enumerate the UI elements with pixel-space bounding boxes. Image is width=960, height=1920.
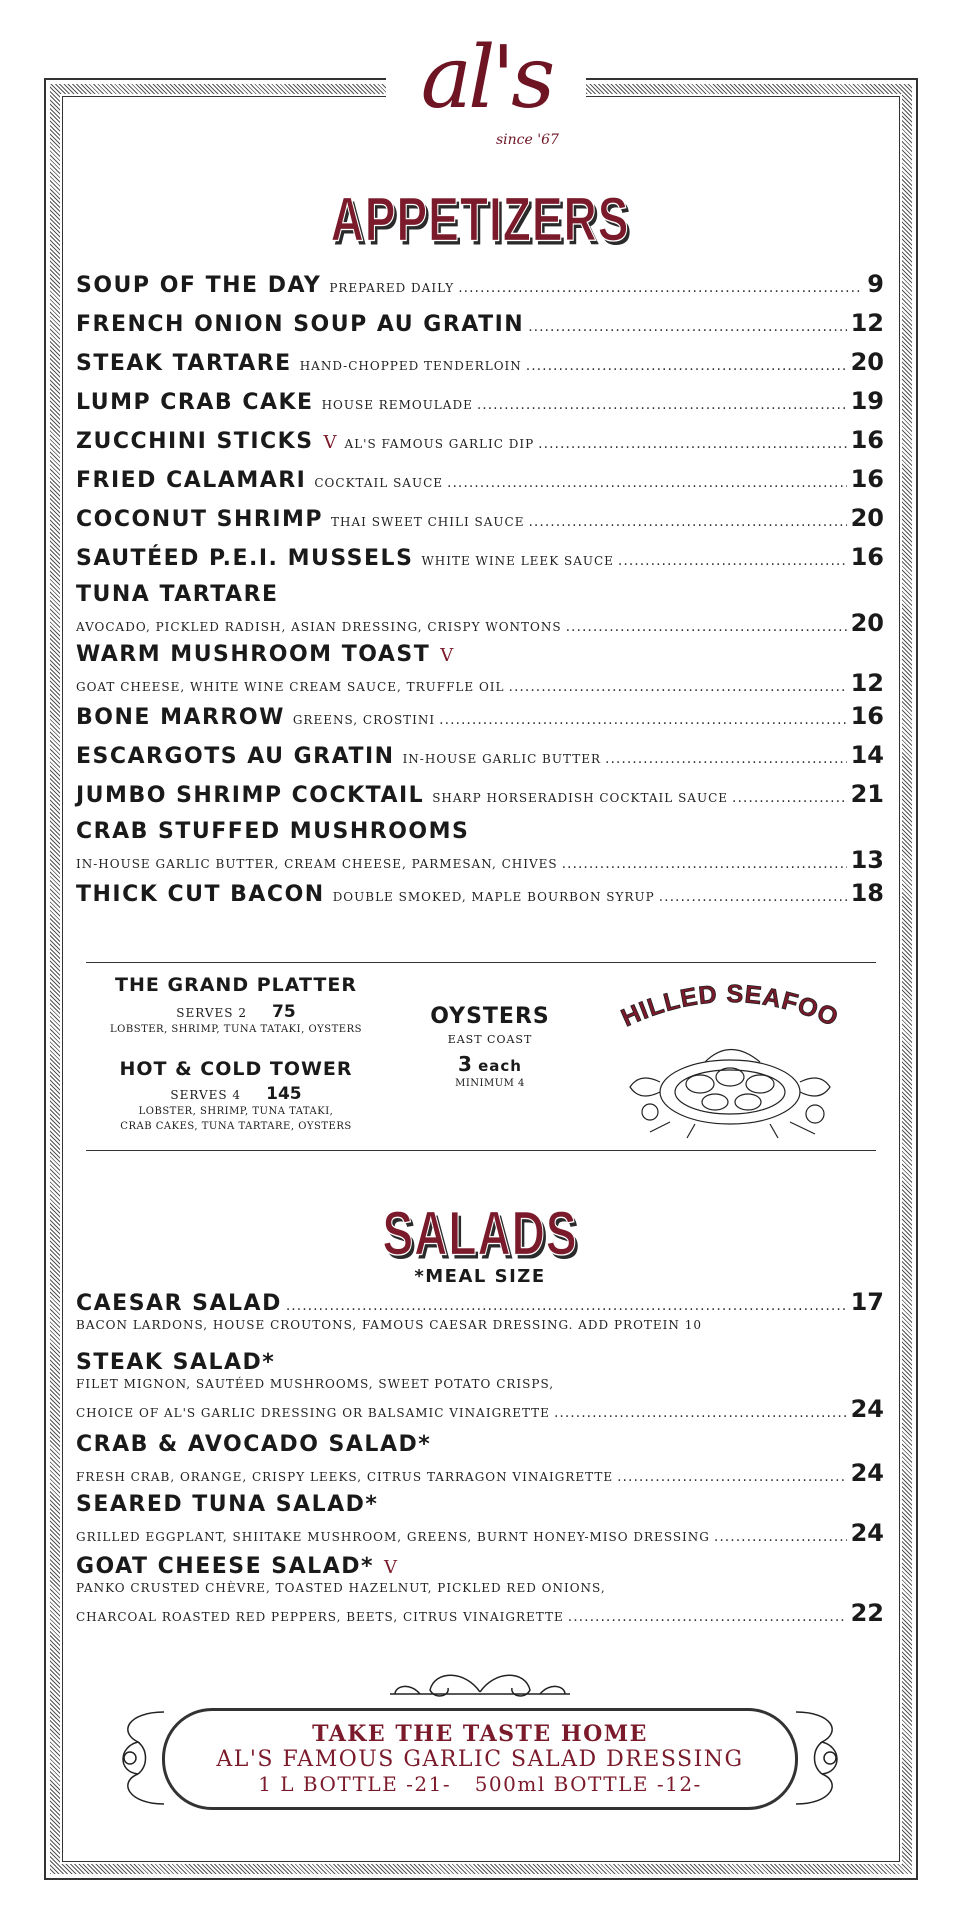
appetizers-item-desc: AL'S FAMOUS GARLIC DIP [344, 437, 535, 451]
appetizers-item-price: 16 [850, 543, 884, 571]
banner-line-3: 1 L BOTTLE -21- 500ml BOTTLE -12- [258, 1772, 702, 1796]
divider-top [86, 962, 876, 963]
appetizers-item-name: SAUTÉED P.E.I. MUSSELS [76, 546, 414, 571]
flourish-ornament-icon [380, 1664, 580, 1704]
oysters-price: 3 [458, 1052, 473, 1076]
appetizers-item-name: CRAB STUFFED MUSHROOMS [76, 819, 470, 844]
appetizers-item-price: 18 [850, 879, 884, 907]
appetizers-item-row [76, 348, 884, 376]
seafood-icon [630, 1050, 830, 1139]
appetizers-item-desc-row [76, 609, 884, 637]
appetizers-item-row [76, 465, 884, 493]
salads-item-row [76, 1492, 884, 1517]
appetizers-item-desc: HAND-CHOPPED TENDERLOIN [299, 359, 522, 373]
tower-title: HOT & COLD TOWER [119, 1058, 353, 1080]
logo-since: since '67 [496, 132, 559, 148]
appetizers-item-name: ESCARGOTS AU GRATIN [76, 744, 395, 769]
appetizers-item-name: BONE MARROW [76, 705, 285, 730]
appetizers-item-name: FRENCH ONION SOUP AU GRATIN [76, 312, 525, 337]
appetizers-item-price: 21 [850, 780, 884, 808]
salads-item-price: 24 [850, 1519, 884, 1547]
leader-dots [566, 619, 847, 635]
salads-item-desc-row [76, 1459, 884, 1487]
divider-bottom [86, 1150, 876, 1151]
leader-dots [605, 751, 847, 767]
brand-logo [396, 28, 576, 148]
appetizers-item-desc-row [76, 669, 884, 697]
salads-item-desc-row [76, 1318, 884, 1332]
leader-dots [617, 1469, 846, 1485]
appetizers-item-row [76, 741, 884, 769]
oysters-title: OYSTERS [430, 1004, 550, 1029]
leader-dots [458, 280, 863, 296]
appetizers-item-price: 20 [850, 348, 884, 376]
appetizers-item [76, 309, 884, 337]
take-home-banner [162, 1708, 798, 1810]
leader-dots [732, 790, 847, 806]
salads-item-desc: CHARCOAL ROASTED RED PEPPERS, BEETS, CITRUS VINAIGRETTE [76, 1610, 564, 1624]
salads-item-desc: PANKO CRUSTED CHÈVRE, TOASTED HAZELNUT, PICKLED RED ONIONS, [76, 1581, 606, 1595]
appetizers-item-desc: AVOCADO, PICKLED RADISH, ASIAN DRESSING, CRISPY WONTONS [76, 620, 562, 634]
appetizers-item [76, 426, 884, 454]
salads-item-desc: BACON LARDONS, HOUSE CROUTONS, FAMOUS CAESAR DRESSING. ADD PROTEIN 10 [76, 1318, 703, 1332]
salads-item-desc-row [76, 1377, 884, 1391]
leader-dots [714, 1529, 847, 1545]
leader-dots [568, 1609, 847, 1625]
appetizers-item-desc: COCKTAIL SAUCE [314, 476, 444, 490]
leader-dots [528, 319, 846, 335]
salads-item-name: SEARED TUNA SALAD* [76, 1492, 379, 1517]
appetizers-item [76, 741, 884, 769]
salads-item-row [76, 1288, 884, 1316]
appetizers-item-price: 12 [850, 669, 884, 697]
salads-item-desc-row [76, 1581, 884, 1595]
salads-item-name: CAESAR SALAD [76, 1291, 282, 1316]
appetizers-item-desc: SHARP HORSERADISH COCKTAIL SAUCE [432, 791, 729, 805]
appetizers-item-desc: WHITE WINE LEEK SAUCE [421, 554, 614, 568]
salads-item-desc-row [76, 1599, 884, 1627]
leader-dots [477, 397, 847, 413]
appetizers-item [76, 879, 884, 907]
appetizers-item-row [76, 426, 884, 454]
appetizers-item-desc: DOUBLE SMOKED, MAPLE BOURBON SYRUP [332, 890, 655, 904]
appetizers-item-price: 20 [850, 504, 884, 532]
oysters-each: each [478, 1057, 522, 1075]
appetizers-item-row [76, 780, 884, 808]
leader-dots [659, 889, 847, 905]
tower-price: 145 [266, 1084, 302, 1104]
leader-dots [562, 856, 847, 872]
appetizers-item-name: LUMP CRAB CAKE [76, 390, 314, 415]
vegetarian-icon: V [323, 432, 337, 453]
appetizers-item-desc: GOAT CHEESE, WHITE WINE CREAM SAUCE, TRUFFLE OIL [76, 680, 505, 694]
leader-dots [528, 514, 846, 530]
appetizers-item-desc: IN-HOUSE GARLIC BUTTER, CREAM CHEESE, PARMESAN, CHIVES [76, 857, 558, 871]
leader-dots [509, 679, 847, 695]
salads-item [76, 1492, 884, 1547]
salads-item-desc: FILET MIGNON, SAUTÉED MUSHROOMS, SWEET POTATO CRISPS, [76, 1377, 555, 1391]
tower-serves: SERVES 4 [170, 1088, 242, 1102]
salads-item-row [76, 1432, 884, 1457]
appetizers-item [76, 702, 884, 730]
hot-cold-tower [86, 1058, 386, 1134]
appetizers-item-price: 20 [850, 609, 884, 637]
appetizers-item-row [76, 543, 884, 571]
banner-line-1: TAKE THE TASTE HOME [312, 1721, 648, 1747]
appetizers-item-row [76, 819, 884, 844]
appetizers-item-row [76, 309, 884, 337]
oysters [400, 1004, 580, 1091]
leader-dots [526, 358, 847, 374]
leader-dots [439, 712, 846, 728]
appetizers-item-row [76, 642, 884, 667]
svg-text:CHILLED SEAFOOD [600, 972, 843, 1032]
salads-item-price: 24 [850, 1395, 884, 1423]
appetizers-item-row [76, 387, 884, 415]
salads-item-name: STEAK SALAD* [76, 1350, 276, 1375]
appetizers-item-name: COCONUT SHRIMP [76, 507, 324, 532]
logo-script: al's [420, 28, 552, 128]
appetizers-item-price: 14 [850, 741, 884, 769]
appetizers-item-desc: IN-HOUSE GARLIC BUTTER [402, 752, 602, 766]
appetizers-item-name: JUMBO SHRIMP COCKTAIL [76, 783, 425, 808]
appetizers-item-price: 16 [850, 702, 884, 730]
appetizers-item-price: 12 [850, 309, 884, 337]
chilled-seafood-title: HILLED SEAFOO [617, 979, 843, 1033]
appetizers-item [76, 642, 884, 697]
appetizers-item-row [76, 270, 884, 298]
leader-dots [538, 436, 846, 452]
appetizers-item-name: SOUP OF THE DAY [76, 273, 322, 298]
banner-line-2: AL'S FAMOUS GARLIC SALAD DRESSING [216, 1747, 744, 1772]
appetizers-item [76, 270, 884, 298]
appetizers-item-name: STEAK TARTARE [76, 351, 292, 376]
grand-platter-serves: SERVES 2 [176, 1006, 247, 1020]
appetizers-item-price: 13 [850, 846, 884, 874]
appetizers-item-row [76, 582, 884, 607]
appetizers-item-row [76, 504, 884, 532]
appetizers-item-desc: THAI SWEET CHILI SAUCE [331, 515, 525, 529]
salads-title: SALADS [382, 1197, 578, 1269]
grand-platter-title: THE GRAND PLATTER [115, 974, 357, 996]
chilled-seafood-illustration [600, 972, 860, 1142]
salads-item-row [76, 1554, 884, 1579]
leader-dots [447, 475, 847, 491]
tower-desc-1: LOBSTER, SHRIMP, TUNA TATAKI, [138, 1106, 334, 1117]
appetizers-item-desc: GREENS, CROSTINI [292, 713, 436, 727]
appetizers-item [76, 543, 884, 571]
appetizers-item-price: 19 [850, 387, 884, 415]
leader-dots [618, 553, 847, 569]
appetizers-item-desc-row [76, 846, 884, 874]
appetizers-item [76, 348, 884, 376]
salads-item-row [76, 1350, 884, 1375]
appetizers-item-price: 16 [850, 426, 884, 454]
appetizers-item [76, 780, 884, 808]
appetizers-item-desc: PREPARED DAILY [329, 281, 455, 295]
salads-item-desc: GRILLED EGGPLANT, SHIITAKE MUSHROOM, GREENS, BURNT HONEY-MISO DRESSING [76, 1530, 710, 1544]
salads-item-desc-row [76, 1395, 884, 1423]
leader-dots [286, 1298, 847, 1314]
appetizers-item [76, 582, 884, 637]
salads-item-desc: CHOICE OF AL'S GARLIC DRESSING OR BALSAMIC VINAIGRETTE [76, 1406, 550, 1420]
appetizers-item-row [76, 879, 884, 907]
salads-item [76, 1288, 884, 1332]
appetizers-item-name: ZUCCHINI STICKS [76, 429, 314, 454]
appetizers-title: APPETIZERS [330, 183, 630, 255]
vegetarian-icon: V [440, 645, 454, 666]
oysters-origin: EAST COAST [447, 1033, 533, 1046]
appetizers-item-name: WARM MUSHROOM TOAST [76, 642, 431, 667]
salads-item [76, 1432, 884, 1487]
appetizers-item-row [76, 702, 884, 730]
tower-desc-2: CRAB CAKES, TUNA TARTARE, OYSTERS [120, 1121, 352, 1132]
appetizers-item-name: FRIED CALAMARI [76, 468, 307, 493]
salads-subtitle: *MEAL SIZE [414, 1266, 546, 1287]
appetizers-item [76, 819, 884, 874]
salads-item [76, 1554, 884, 1627]
grand-platter-price: 75 [272, 1002, 296, 1022]
salads-item-price: 24 [850, 1459, 884, 1487]
appetizers-item [76, 387, 884, 415]
appetizers-item [76, 465, 884, 493]
appetizers-item-desc: HOUSE REMOULADE [321, 398, 473, 412]
appetizers-item-name: THICK CUT BACON [76, 882, 325, 907]
grand-platter [86, 974, 386, 1037]
salads-item-price: 17 [850, 1288, 884, 1316]
leader-dots [554, 1405, 847, 1421]
vegetarian-icon: V [383, 1557, 397, 1578]
salads-item [76, 1350, 884, 1423]
appetizers-item-name: TUNA TARTARE [76, 582, 279, 607]
appetizers-item-price: 9 [867, 270, 884, 298]
appetizers-item [76, 504, 884, 532]
grand-platter-desc: LOBSTER, SHRIMP, TUNA TATAKI, OYSTERS [110, 1024, 362, 1035]
salads-item-name: CRAB & AVOCADO SALAD* [76, 1432, 432, 1457]
salads-item-name: GOAT CHEESE SALAD* [76, 1554, 374, 1579]
appetizers-item-price: 16 [850, 465, 884, 493]
oysters-minimum: MINIMUM 4 [455, 1078, 525, 1089]
seafood-illustration-svg [600, 972, 860, 1142]
salads-item-desc: FRESH CRAB, ORANGE, CRISPY LEEKS, CITRUS TARRAGON VINAIGRETTE [76, 1470, 614, 1484]
salads-item-price: 22 [850, 1599, 884, 1627]
salads-item-desc-row [76, 1519, 884, 1547]
